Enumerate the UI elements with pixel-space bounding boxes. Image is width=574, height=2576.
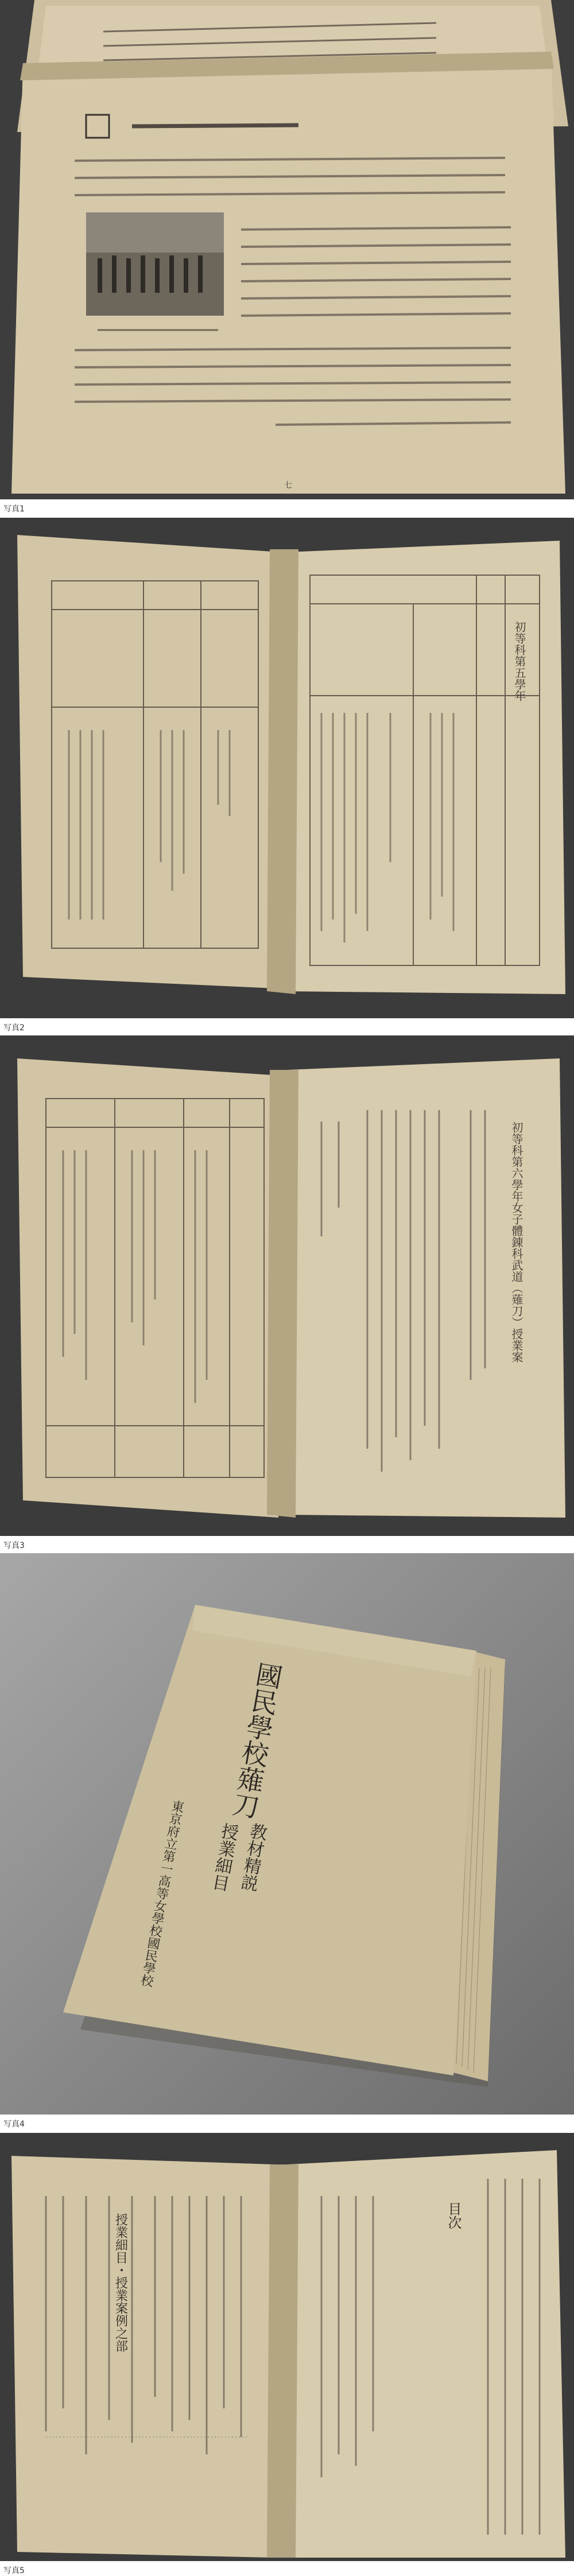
photo-4-caption: 写真4 xyxy=(3,2120,25,2129)
photo-3-caption: 写真3 xyxy=(3,1541,25,1550)
photo-5-caption: 写真5 xyxy=(3,2566,25,2575)
photo-1-caption: 写真1 xyxy=(3,505,25,514)
photo-2-image xyxy=(0,518,574,1018)
page5-toc-title: 目次 xyxy=(445,2202,461,2229)
photo-3 xyxy=(0,1035,574,1551)
cover-title: 國民學校薙刀 xyxy=(227,1659,285,1821)
photo-2-caption: 写真2 xyxy=(3,1023,25,1033)
photo-5-image xyxy=(0,2133,574,2561)
page5-left-heading: 授業細目・授業案例之部 xyxy=(113,2213,128,2352)
svg-text:七: 七 xyxy=(284,481,292,490)
photo-3-image xyxy=(0,1035,574,1536)
photo-4-image xyxy=(0,1553,574,2115)
cover-subtitle-1: 教材精説 xyxy=(236,1821,269,1893)
photo-1 xyxy=(0,0,574,515)
photo-1-image xyxy=(0,0,574,499)
page3-heading: 初等科第六學年女子體錬科武道（薙刀）授業案 xyxy=(510,1122,523,1363)
photo-4 xyxy=(0,1553,574,2131)
photo-2 xyxy=(0,518,574,1033)
cover-subtitle-2: 授業細目 xyxy=(207,1821,240,1893)
photo-5 xyxy=(0,2133,574,2576)
page2-heading: 初等科第五學年 xyxy=(513,621,526,701)
cover-author: 東京府立第一高等女學校國民學校 xyxy=(138,1798,185,1988)
